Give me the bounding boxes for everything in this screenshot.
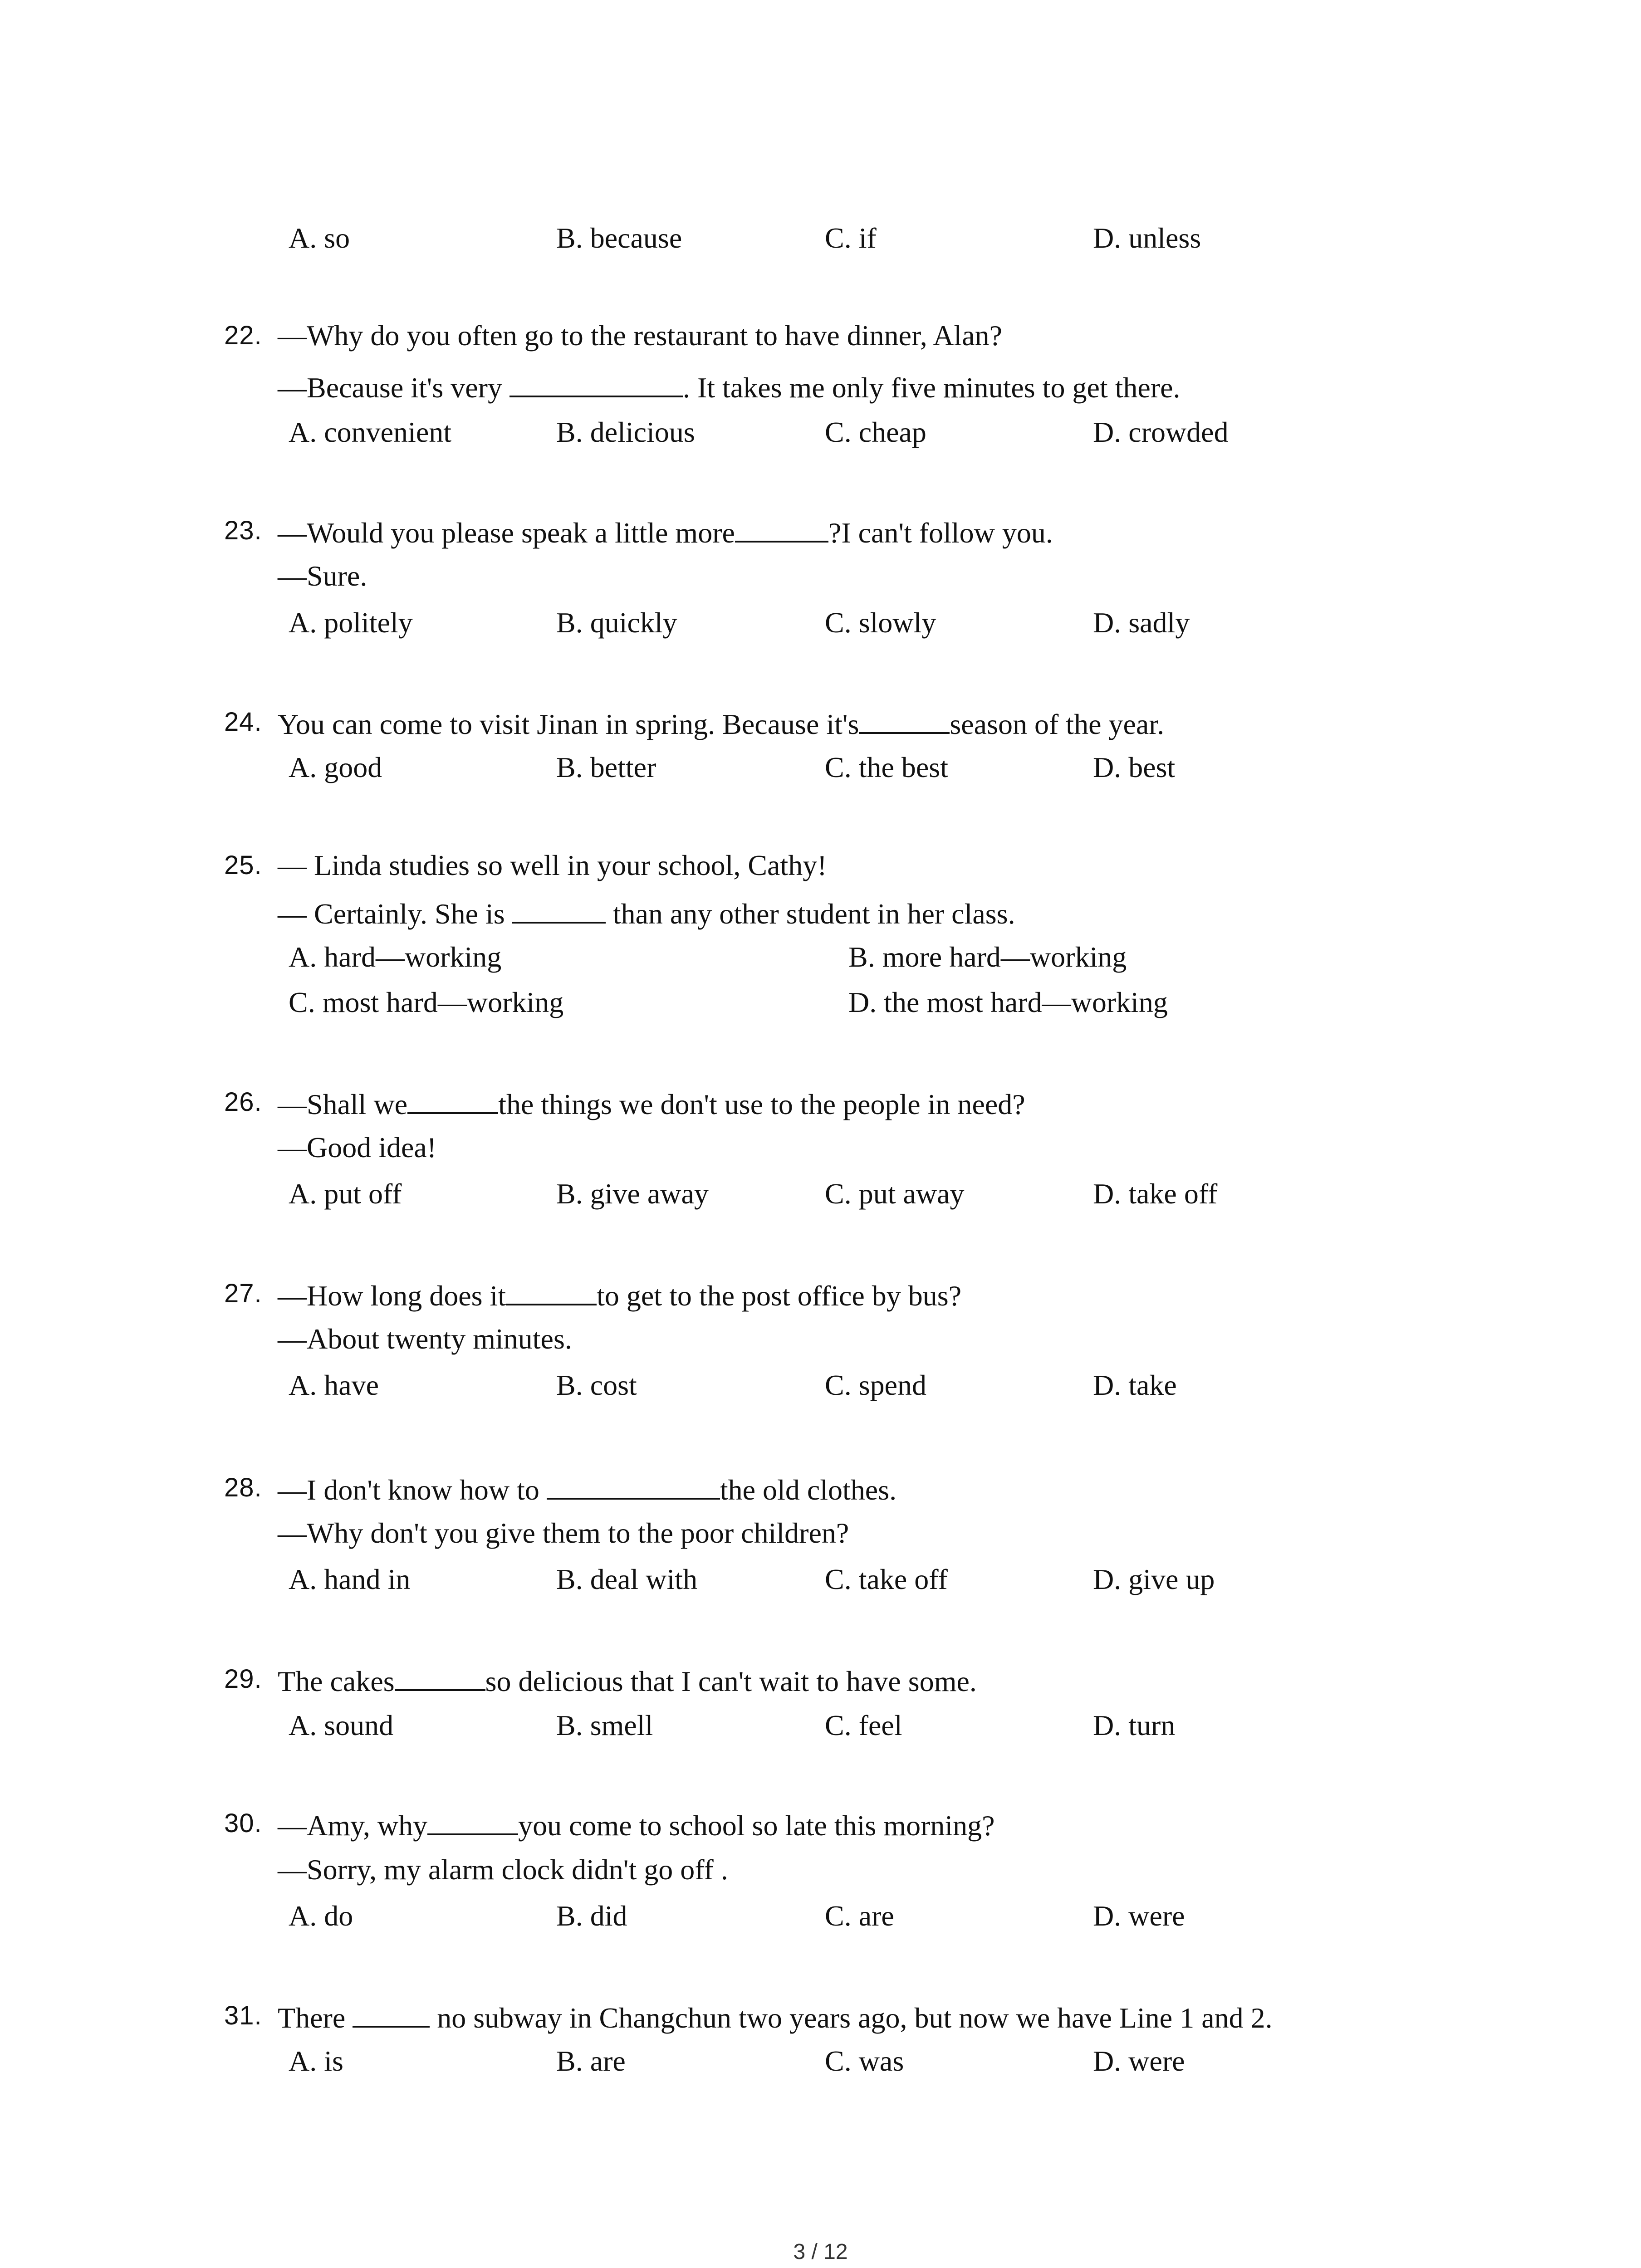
option-d: D. take off — [1093, 1178, 1218, 1210]
option-a: A. good — [289, 751, 382, 783]
question-text: You can come to visit Jinan in spring. Because it's season of the year. — [278, 704, 1164, 740]
option-a: A. politely — [289, 606, 413, 639]
question-text: —About twenty minutes. — [278, 1323, 572, 1355]
answer-blank — [859, 704, 950, 734]
answer-blank — [407, 1084, 498, 1114]
question-number: 31. — [224, 2001, 262, 2030]
option-b: B. more hard—working — [848, 941, 1127, 973]
question-text: The cakes so delicious that I can't wait to have some. — [278, 1661, 977, 1697]
option-b: B. because — [556, 222, 682, 254]
answer-blank — [427, 1805, 518, 1835]
option-b: B. delicious — [556, 416, 695, 448]
option-d: D. sadly — [1093, 606, 1190, 639]
option-d: D. were — [1093, 2045, 1185, 2077]
question-text: — Certainly. She is than any other student in her class. — [278, 894, 1015, 930]
option-a: A. hand in — [289, 1563, 411, 1595]
question-number: 26. — [224, 1087, 262, 1117]
option-d: D. best — [1093, 751, 1176, 783]
question-number: 29. — [224, 1664, 262, 1694]
question-text: —I don't know how to the old clothes. — [278, 1470, 896, 1506]
option-c: C. most hard—working — [289, 986, 564, 1018]
option-c: C. if — [825, 222, 877, 254]
option-a: A. convenient — [289, 416, 451, 448]
question-number: 23. — [224, 516, 262, 545]
option-d: D. were — [1093, 1900, 1185, 1932]
question-text: —Sure. — [278, 560, 367, 592]
page-number: 3 / 12 — [793, 2240, 848, 2264]
option-a: A. so — [289, 222, 350, 254]
option-a: A. put off — [289, 1178, 402, 1210]
answer-blank — [735, 513, 828, 543]
option-c: C. cheap — [825, 416, 926, 448]
answer-blank — [395, 1661, 485, 1691]
question-number: 28. — [224, 1473, 262, 1502]
option-a: A. have — [289, 1369, 379, 1401]
question-number: 30. — [224, 1809, 262, 1838]
option-b: B. smell — [556, 1709, 653, 1741]
question-text: —How long does it to get to the post office by bus? — [278, 1276, 961, 1312]
question-text: —Why don't you give them to the poor children? — [278, 1517, 849, 1549]
answer-blank — [512, 894, 606, 924]
option-c: C. the best — [825, 751, 948, 783]
option-b: B. cost — [556, 1369, 637, 1401]
answer-blank — [509, 367, 683, 397]
option-b: B. give away — [556, 1178, 709, 1210]
option-c: C. feel — [825, 1709, 902, 1741]
option-b: B. are — [556, 2045, 626, 2077]
option-d: D. crowded — [1093, 416, 1229, 448]
option-c: C. take off — [825, 1563, 948, 1595]
option-a: A. do — [289, 1900, 353, 1932]
option-b: B. quickly — [556, 606, 677, 639]
question-text: —Why do you often go to the restaurant to have dinner, Alan? — [278, 319, 1002, 352]
question-number: 24. — [224, 707, 262, 737]
question-number: 25. — [224, 850, 262, 880]
option-c: C. are — [825, 1900, 894, 1932]
question-text: There no subway in Changchun two years ago, but now we have Line 1 and 2. — [278, 1998, 1273, 2034]
option-d: D. give up — [1093, 1563, 1215, 1595]
question-number: 27. — [224, 1279, 262, 1308]
option-c: C. was — [825, 2045, 904, 2077]
option-c: C. slowly — [825, 606, 936, 639]
question-text: — Linda studies so well in your school, Cathy! — [278, 849, 827, 881]
option-c: C. spend — [825, 1369, 926, 1401]
answer-blank — [506, 1276, 597, 1305]
option-a: A. is — [289, 2045, 343, 2077]
option-b: B. better — [556, 751, 656, 783]
question-text: —Amy, why you come to school so late this morning? — [278, 1805, 995, 1842]
answer-blank — [353, 1998, 430, 2028]
option-b: B. did — [556, 1900, 627, 1932]
option-d: D. turn — [1093, 1709, 1176, 1741]
question-number: 22. — [224, 321, 262, 350]
option-d: D. the most hard—working — [848, 986, 1168, 1018]
option-a: A. sound — [289, 1709, 394, 1741]
question-text: —Would you please speak a little more ?I can't follow you. — [278, 513, 1053, 549]
question-text: —Good idea! — [278, 1131, 437, 1163]
option-b: B. deal with — [556, 1563, 698, 1595]
option-d: D. unless — [1093, 222, 1201, 254]
answer-blank — [547, 1470, 720, 1500]
option-c: C. put away — [825, 1178, 965, 1210]
option-a: A. hard—working — [289, 941, 502, 973]
question-text: —Because it's very . It takes me only five minutes to get there. — [278, 367, 1181, 404]
question-text: —Sorry, my alarm clock didn't go off . — [278, 1853, 728, 1886]
option-d: D. take — [1093, 1369, 1177, 1401]
question-text: —Shall we the things we don't use to the people in need? — [278, 1084, 1025, 1120]
